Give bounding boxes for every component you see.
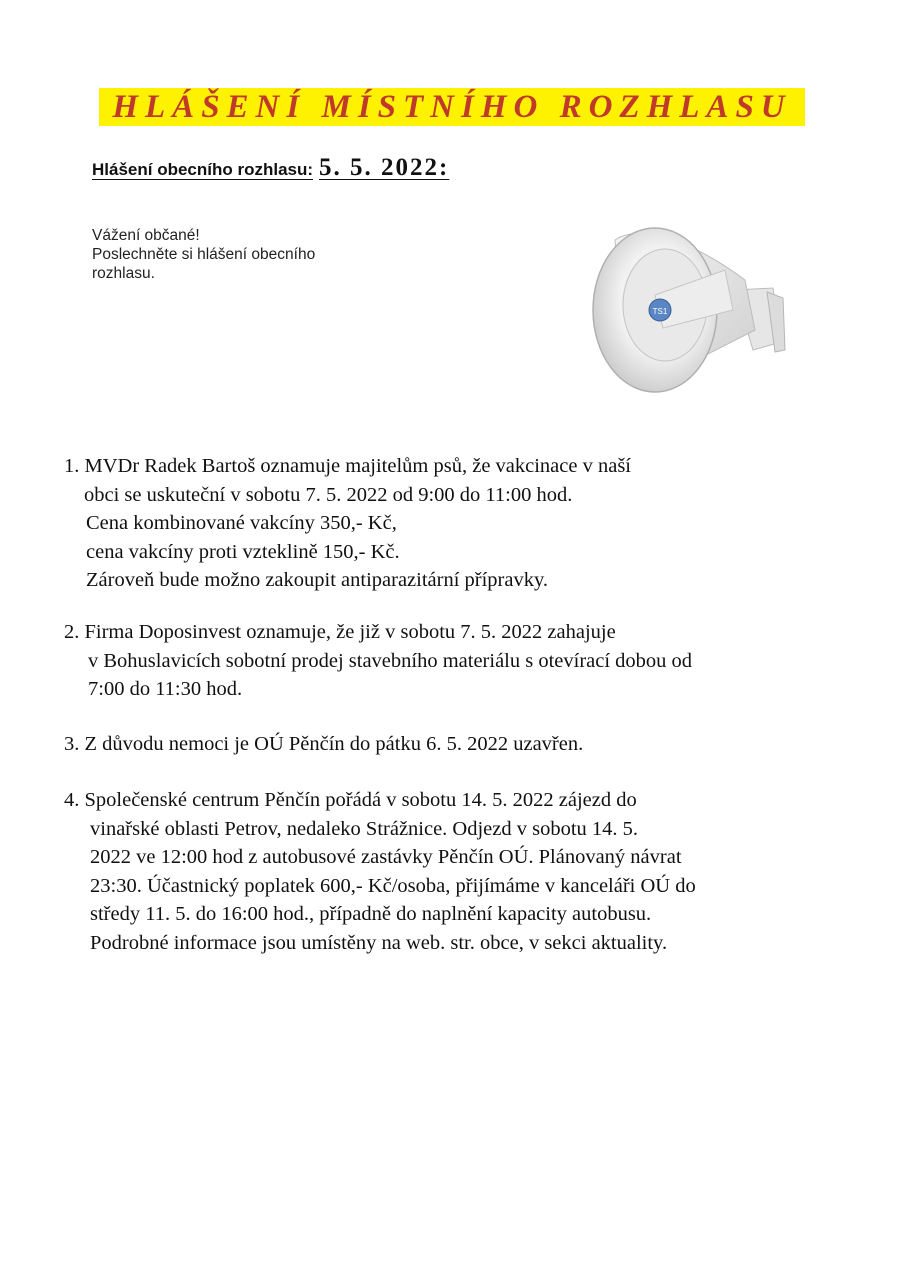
- item-line: středy 11. 5. do 16:00 hod., případně do naplnění kapacity autobusu.: [90, 903, 652, 925]
- announcement-item-2: [64, 618, 692, 704]
- item-line: 3. Z důvodu nemoci je OÚ Pěnčín do pátku 6. 5. 2022 uzavřen.: [64, 733, 584, 755]
- greeting-line: rozhlasu.: [92, 265, 155, 282]
- item-line: 1. MVDr Radek Bartoš oznamuje majitelům psů, že vakcinace v naší: [64, 455, 632, 477]
- greeting-line: Vážení občané!: [92, 227, 200, 244]
- item-line: 2022 ve 12:00 hod z autobusové zastávky Pěnčín OÚ. Plánovaný návrat: [90, 846, 682, 868]
- announcement-heading: [92, 154, 449, 182]
- item-line: obci se uskuteční v sobotu 7. 5. 2022 od 9:00 do 11:00 hod.: [84, 483, 573, 506]
- greeting: [92, 226, 315, 283]
- announcement-item-1: [64, 452, 631, 595]
- item-line: cena vakcíny proti vzteklině 150,- Kč.: [86, 540, 400, 563]
- item-line: 7:00 do 11:30 hod.: [88, 678, 243, 700]
- item-line: Cena kombinované vakcíny 350,- Kč,: [86, 512, 397, 534]
- greeting-line: Poslechněte si hlášení obecního: [92, 246, 316, 263]
- announcement-item-4: [64, 786, 696, 957]
- item-line: Zároveň bude možno zakoupit antiparazitární přípravky.: [86, 569, 549, 591]
- loudspeaker-horn-icon: [585, 210, 810, 415]
- announcement-date: 5. 5. 2022:: [319, 154, 450, 181]
- announcement-item-3: [64, 730, 583, 759]
- item-line: Podrobné informace jsou umístěny na web. str. obce, v sekci aktuality.: [90, 931, 668, 954]
- announcement-heading-label: Hlášení obecního rozhlasu:: [92, 160, 314, 179]
- item-line: v Bohuslavicích sobotní prodej stavebního materiálu s otevírací dobou od: [88, 649, 693, 672]
- item-line: 2. Firma Doposinvest oznamuje, že již v sobotu 7. 5. 2022 zahajuje: [64, 621, 616, 643]
- item-line: vinařské oblasti Petrov, nedaleko Strážnice. Odjezd v sobotu 14. 5.: [90, 817, 639, 840]
- speaker-badge-label: TS1: [652, 307, 668, 316]
- item-line: 4. Společenské centrum Pěnčín pořádá v sobotu 14. 5. 2022 zájezd do: [64, 789, 637, 811]
- item-line: 23:30. Účastnický poplatek 600,- Kč/osoba, přijímáme v kanceláři OÚ do: [90, 874, 696, 897]
- page-title: HLÁŠENÍ MÍSTNÍHO ROZHLASU: [99, 88, 805, 126]
